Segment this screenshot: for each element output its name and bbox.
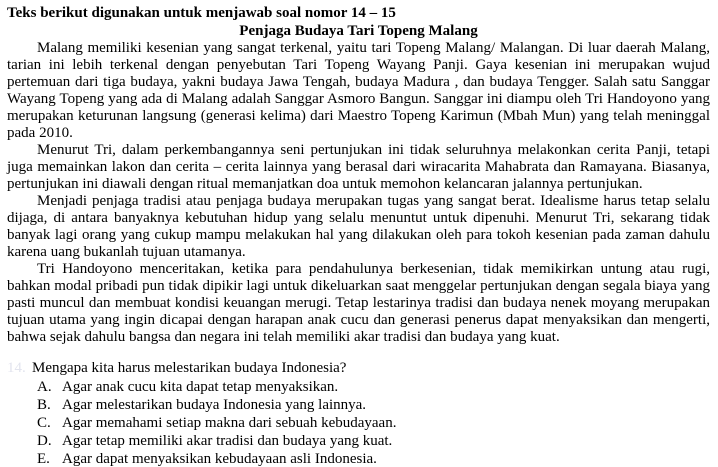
option-row-a	[7, 378, 710, 396]
passage-paragraph-3: Menjadi penjaga tradisi atau penjaga budaya merupakan tugas yang sangat berat. Idealisme harus tetap selalu dijaga, di antara banyaknya kebutuhan hidup yang selalu menuntut untuk dipenuhi. Menurut Tri, sekarang tidak banyak lagi orang yang cukup mampu melakukan hal yang dilakukan oleh para tokoh kesenian pada zaman dahulu karena uang bukanlah tujuan utamanya.	[7, 193, 710, 260]
option-text: Agar dapat menyaksikan kebudayaan asli Indonesia.	[62, 451, 377, 467]
instruction-header: Teks berikut digunakan untuk menjawab soal nomor 14 – 15	[7, 5, 396, 21]
option-text: Agar memahami setiap makna dari sebuah kebudayaan.	[62, 415, 397, 431]
passage-paragraph-2: Menurut Tri, dalam perkembangannya seni pertunjukan ini tidak seluruhnya melakonkan cerita Panji, tetapi juga memainkan lakon dan cerita – cerita lainnya yang berasal dari wiracarita Mahabrata dan Ramayana. Biasanya, pertunjukan ini diawali dengan ritual memanjatkan doa untuk memohon kelancaran jalannya pertunjukan.	[7, 142, 710, 192]
option-row-e	[7, 450, 710, 467]
question-text: Mengapa kita harus melestarikan budaya Indonesia?	[32, 360, 347, 376]
option-letter: B.	[37, 397, 51, 413]
option-letter: C.	[37, 415, 51, 431]
option-row-d	[7, 432, 710, 450]
question-line	[7, 359, 710, 377]
option-letter: E.	[37, 451, 50, 467]
option-text: Agar anak cucu kita dapat tetap menyaksikan.	[62, 379, 339, 395]
reading-passage	[7, 40, 710, 346]
question-block	[7, 359, 710, 467]
option-text: Agar tetap memiliki akar tradisi dan budaya yang kuat.	[62, 433, 393, 449]
option-text: Agar melestarikan budaya Indonesia yang lainnya.	[62, 397, 367, 413]
option-row-c	[7, 414, 710, 432]
option-letter: A.	[37, 379, 52, 395]
option-row-b	[7, 396, 710, 414]
passage-paragraph-4: Tri Handoyono menceritakan, ketika para pendahulunya berkesenian, tidak memikirkan untung atau rugi, bahkan modal pribadi pun tidak dipikir lagi untuk dikeluarkan saat menggelar pertunjukan dengan segala biaya yang pasti muncul dan membuat kondisi keuangan merugi. Tetap lestarinya tradisi dan budaya nenek moyang merupakan tujuan utama yang ingin dicapai dengan harapan anak cucu dan generasi penerus dapat menyaksikan dan mengerti, bahwa sejak dahulu bangsa dan negara ini telah memiliki akar tradisi dan budaya yang kuat.	[7, 261, 710, 345]
option-letter: D.	[37, 433, 52, 449]
passage-title: Penjaga Budaya Tari Topeng Malang	[239, 23, 478, 39]
question-number-faint: 14.	[7, 360, 26, 376]
answer-options	[7, 378, 710, 467]
passage-paragraph-1: Malang memiliki kesenian yang sangat terkenal, yaitu tari Topeng Malang/ Malangan. Di luar daerah Malang, tarian ini lebih terkenal dengan penyebutan Tari Topeng Wayang Panji. Gaya kesenian ini merupakan wujud pertemuan dari tiga budaya, yakni budaya Jawa Tengah, budaya Madura , dan budaya Tengger. Salah satu Sanggar Wayang Topeng yang ada di Malang adalah Sanggar Asmoro Bangun. Sanggar ini diampu oleh Tri Handoyono yang merupakan keturunan langsung (generasi kelima) dari Maestro Topeng Karimun (Mbah Mun) yang telah meninggal pada 2010.	[7, 40, 710, 141]
